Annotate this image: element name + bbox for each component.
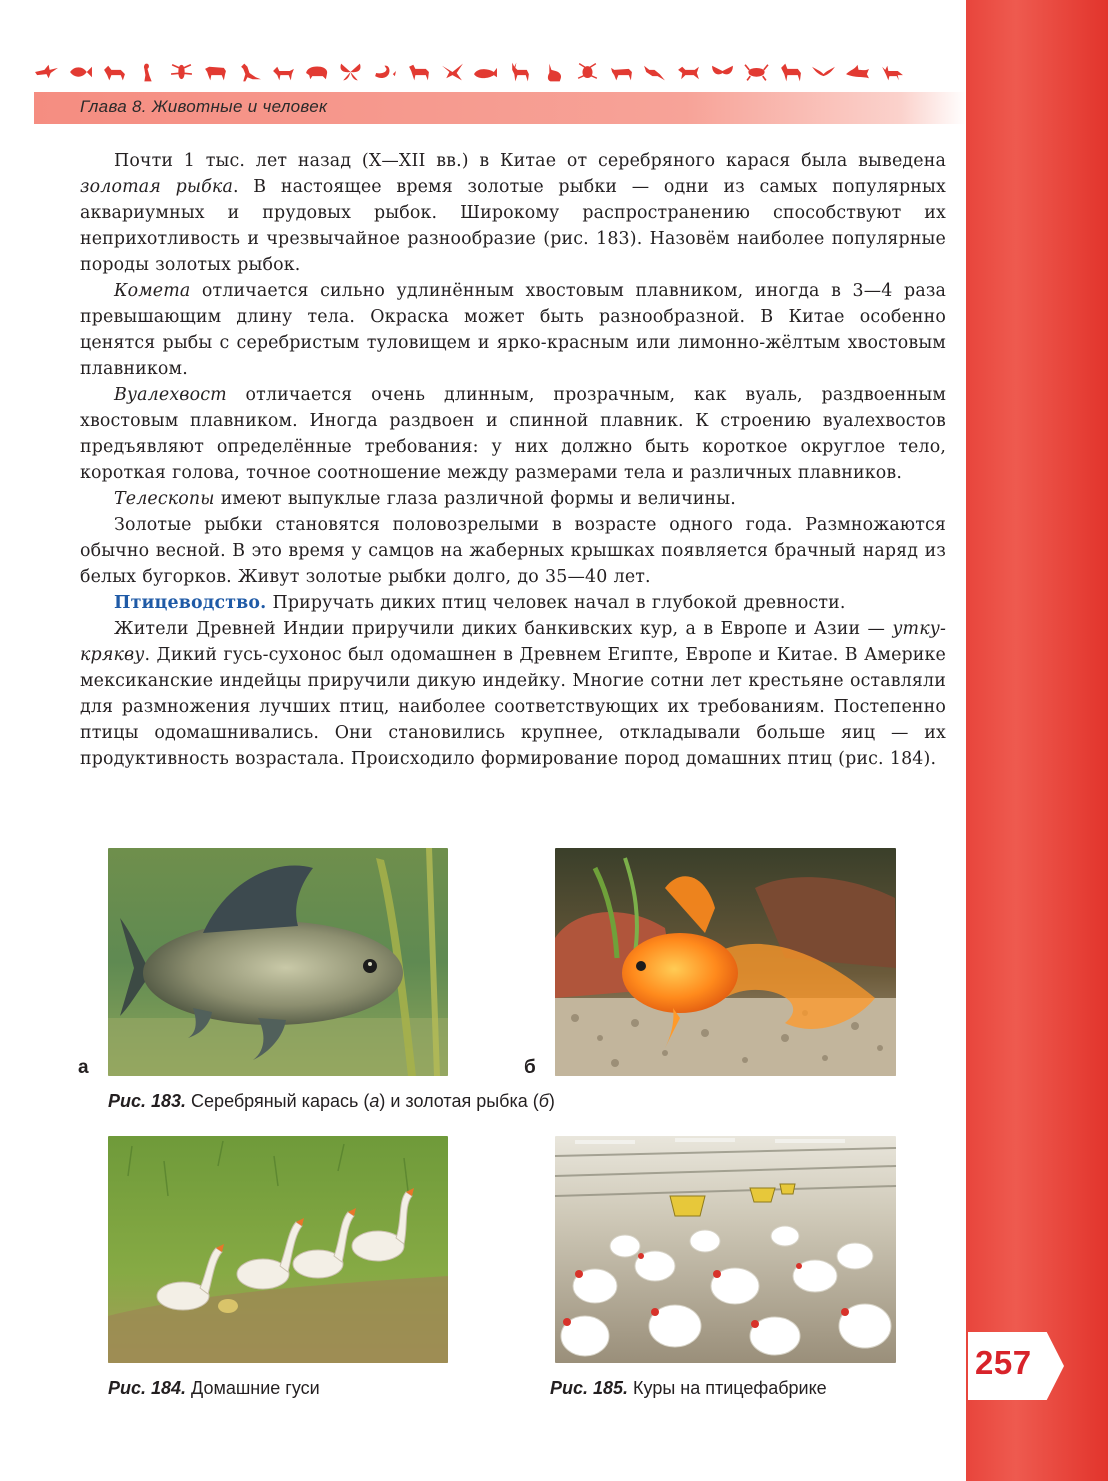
photo-poultry-farm [555,1136,896,1363]
rabbit-icon [541,61,566,83]
cow-icon [203,61,228,83]
bee-icon [575,61,600,83]
body-text [80,148,946,772]
paragraph-veiltail: Вуалехвост отличается очень длинным, прозрачным, как вуаль, раздвоенным хвостовым плавником. Иногда раздвоен и спинной плавник. К строению вуалехвостов предъявляют определённые требования: у них должно быть короткое округлое тело, короткая голова, точное соотношение между размерами тела и различных плавников. [80,385,946,483]
paragraph-domestication: Жители Древней Индии приручили диких банкивских кур, а в Европе и Азии — утку-крякву. Дикий гусь-сухонос был одомашнен в Древнем Египте, Европе и Китае. В Америке мексиканские индейцы приручили дикую индейку. Многие сотни лет крестьяне оставляли для размножения лучших птиц, наиболее соответствующих их требованиям. Постепенно птицы одомашнивались. Они становились крупнее, откладывали больше яиц — их продуктивность возрастала. Происходило формирование пород домашних птиц (рис. 184). [80,619,946,769]
running-horse-icon [676,61,701,83]
caption-figure-184: Рис. 184. Домашние гуси [108,1378,320,1398]
paragraph-comet: Комета отличается сильно удлинённым хвостовым плавником, иногда в 3—4 раза превышающим длину тела. Окраска может быть разнообразной. В Китае особенно ценятся рыбы с серебристым туловищем и ярко-красным или лимонно-жёлтым хвостовым плавником. [80,281,946,379]
stallion-icon [778,61,803,83]
boar-icon [304,61,329,83]
butterfly-icon [338,61,363,83]
photo-silver-carp [108,848,448,1076]
photo-domestic-geese [108,1136,448,1363]
figure-letter-a: а [78,1057,89,1078]
insect-icon [169,61,194,83]
paragraph-poultry-intro: Птицеводство. Приручать диких птиц человек начал в глубокой древности. [114,593,846,613]
photo-goldfish [555,848,896,1076]
paragraph-telescopes: Телескопы имеют выпуклые глаза различной формы и величины. [114,489,736,509]
crab-icon [744,61,769,83]
chapter-title: Глава 8. Животные и человек [80,97,328,116]
caption-figure-185: Рис. 185. Куры на птицефабрике [550,1378,827,1398]
gull-icon [811,61,836,83]
caption-label-183: Рис. 183. [108,1091,187,1111]
horse-icon [406,61,431,83]
meerkat-icon [135,61,160,83]
scorpion-icon [372,61,397,83]
bull-icon [609,61,634,83]
shark-icon [845,61,870,83]
figure-letter-b: б [524,1057,536,1078]
deer-icon [507,61,532,83]
lizard-icon [642,61,667,83]
side-color-strip [966,0,1108,1481]
fish-icon [68,61,93,83]
page-number: 257 [975,1344,1032,1381]
whale-icon [473,61,498,83]
caption-figure-183: Рис. 183. Серебряный карась (а) и золотая рыбка (б) [108,1091,555,1111]
section-heading-poultry: Птицеводство. [114,593,267,613]
animal-silhouette-row [34,58,904,86]
wolf-icon [102,61,127,83]
caption-label-184: Рис. 184. [108,1378,187,1398]
fox-icon [879,61,904,83]
bird-icon [34,61,59,83]
swallow-icon [440,61,465,83]
paragraph-goldfish-origin: Почти 1 тыс. лет назад (X—XII вв.) в Китае от серебряного карася была выведена золотая рыбка. В настоящее время золотые рыбки — одни из самых популярных аквариумных и прудовых рыбок. Широкому распространению способствуют их неприхотливость и чрезвычайное разнообразие (рис. 183). Назовём наиболее популярные породы золотых рыбок. [80,151,946,275]
caption-label-185: Рис. 185. [550,1378,629,1398]
paragraph-reproduction: Золотые рыбки становятся половозрелыми в возрасте одного года. Размножаются обычно весной. В это время у самцов на жаберных крышках появляется брачный наряд из белых бугорков. Живут золотые рыбки долго, до 35—40 лет. [80,515,946,587]
moth-icon [710,61,735,83]
dog-icon [271,61,296,83]
kangaroo-icon [237,61,262,83]
